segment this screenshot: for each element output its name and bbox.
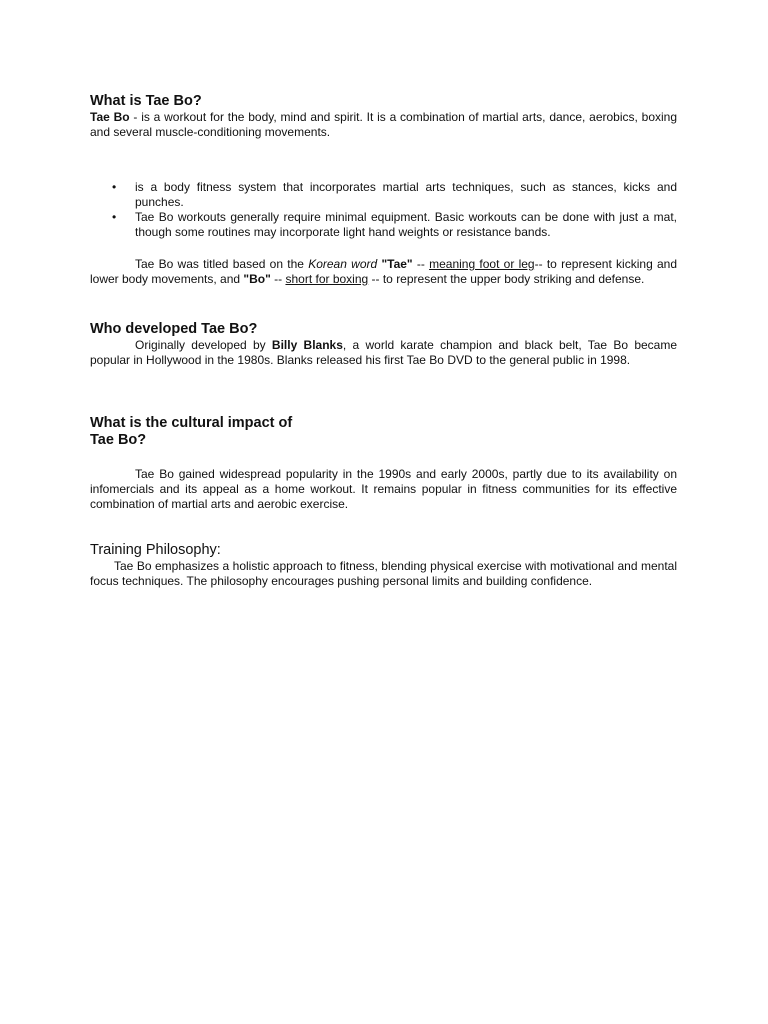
- list-item-text: Tae Bo workouts generally require minimal equipment. Basic workouts can be done with just a mat, though some routines may incorporate light hand weights or resistance bands.: [135, 210, 677, 239]
- etymology-short-for-boxing: short for boxing: [285, 272, 369, 286]
- etymology-korean-word: Korean word: [308, 257, 378, 271]
- etymology-text: --: [270, 272, 286, 286]
- etymology-text: Tae Bo was titled based on the: [135, 257, 309, 271]
- etymology-text: -- to represent kicking and lower body movements, and: [90, 257, 678, 286]
- heading-line: What is the cultural impact of: [90, 415, 293, 431]
- heading-who-developed: Who developed Tae Bo?: [90, 321, 258, 337]
- list-item: [90, 210, 677, 240]
- heading-cultural-impact: [90, 415, 677, 449]
- feature-list: [90, 180, 677, 240]
- bullet-marker: •: [112, 210, 117, 224]
- etymology-text: -- to represent the upper body striking and defense.: [368, 272, 645, 286]
- bullet-marker: •: [112, 180, 117, 194]
- developer-paragraph: [90, 338, 677, 368]
- developer-text: Originally developed by: [135, 338, 272, 352]
- list-item: [90, 180, 677, 210]
- document-page: [90, 93, 677, 589]
- intro-text: - is a workout for the body, mind and spirit. It is a combination of martial arts, dance, aerobics, boxing and several muscle-conditioning movements.: [90, 110, 677, 139]
- intro-term: Tae Bo: [90, 110, 130, 124]
- heading-training-philosophy: Training Philosophy:: [90, 542, 221, 558]
- etymology-tae: "Tae": [381, 257, 413, 271]
- intro-paragraph: [90, 110, 677, 140]
- etymology-bo: "Bo": [243, 272, 271, 286]
- heading-what-is-tae-bo: What is Tae Bo?: [90, 93, 202, 109]
- etymology-meaning-foot: meaning foot or leg: [429, 257, 535, 271]
- etymology-paragraph: [90, 257, 677, 287]
- heading-line: Tae Bo?: [90, 432, 147, 448]
- developer-name: Billy Blanks: [271, 338, 343, 352]
- etymology-text: --: [412, 257, 430, 271]
- cultural-impact-paragraph: Tae Bo gained widespread popularity in the 1990s and early 2000s, partly due to its availability on infomercials and its appeal as a home workout. It remains popular in fitness communities for its effective combination of martial arts and aerobic exercise.: [90, 467, 677, 511]
- list-item-text: is a body fitness system that incorporates martial arts techniques, such as stances, kicks and punches.: [135, 180, 677, 209]
- developer-text: , a world karate champion and black belt, Tae Bo became popular in Hollywood in the 1980s. Blanks released his first Tae Bo DVD to the general public in 1998.: [90, 338, 678, 367]
- training-philosophy-paragraph: Tae Bo emphasizes a holistic approach to fitness, blending physical exercise with motivational and mental focus techniques. The philosophy encourages pushing personal limits and building confidence.: [90, 559, 677, 588]
